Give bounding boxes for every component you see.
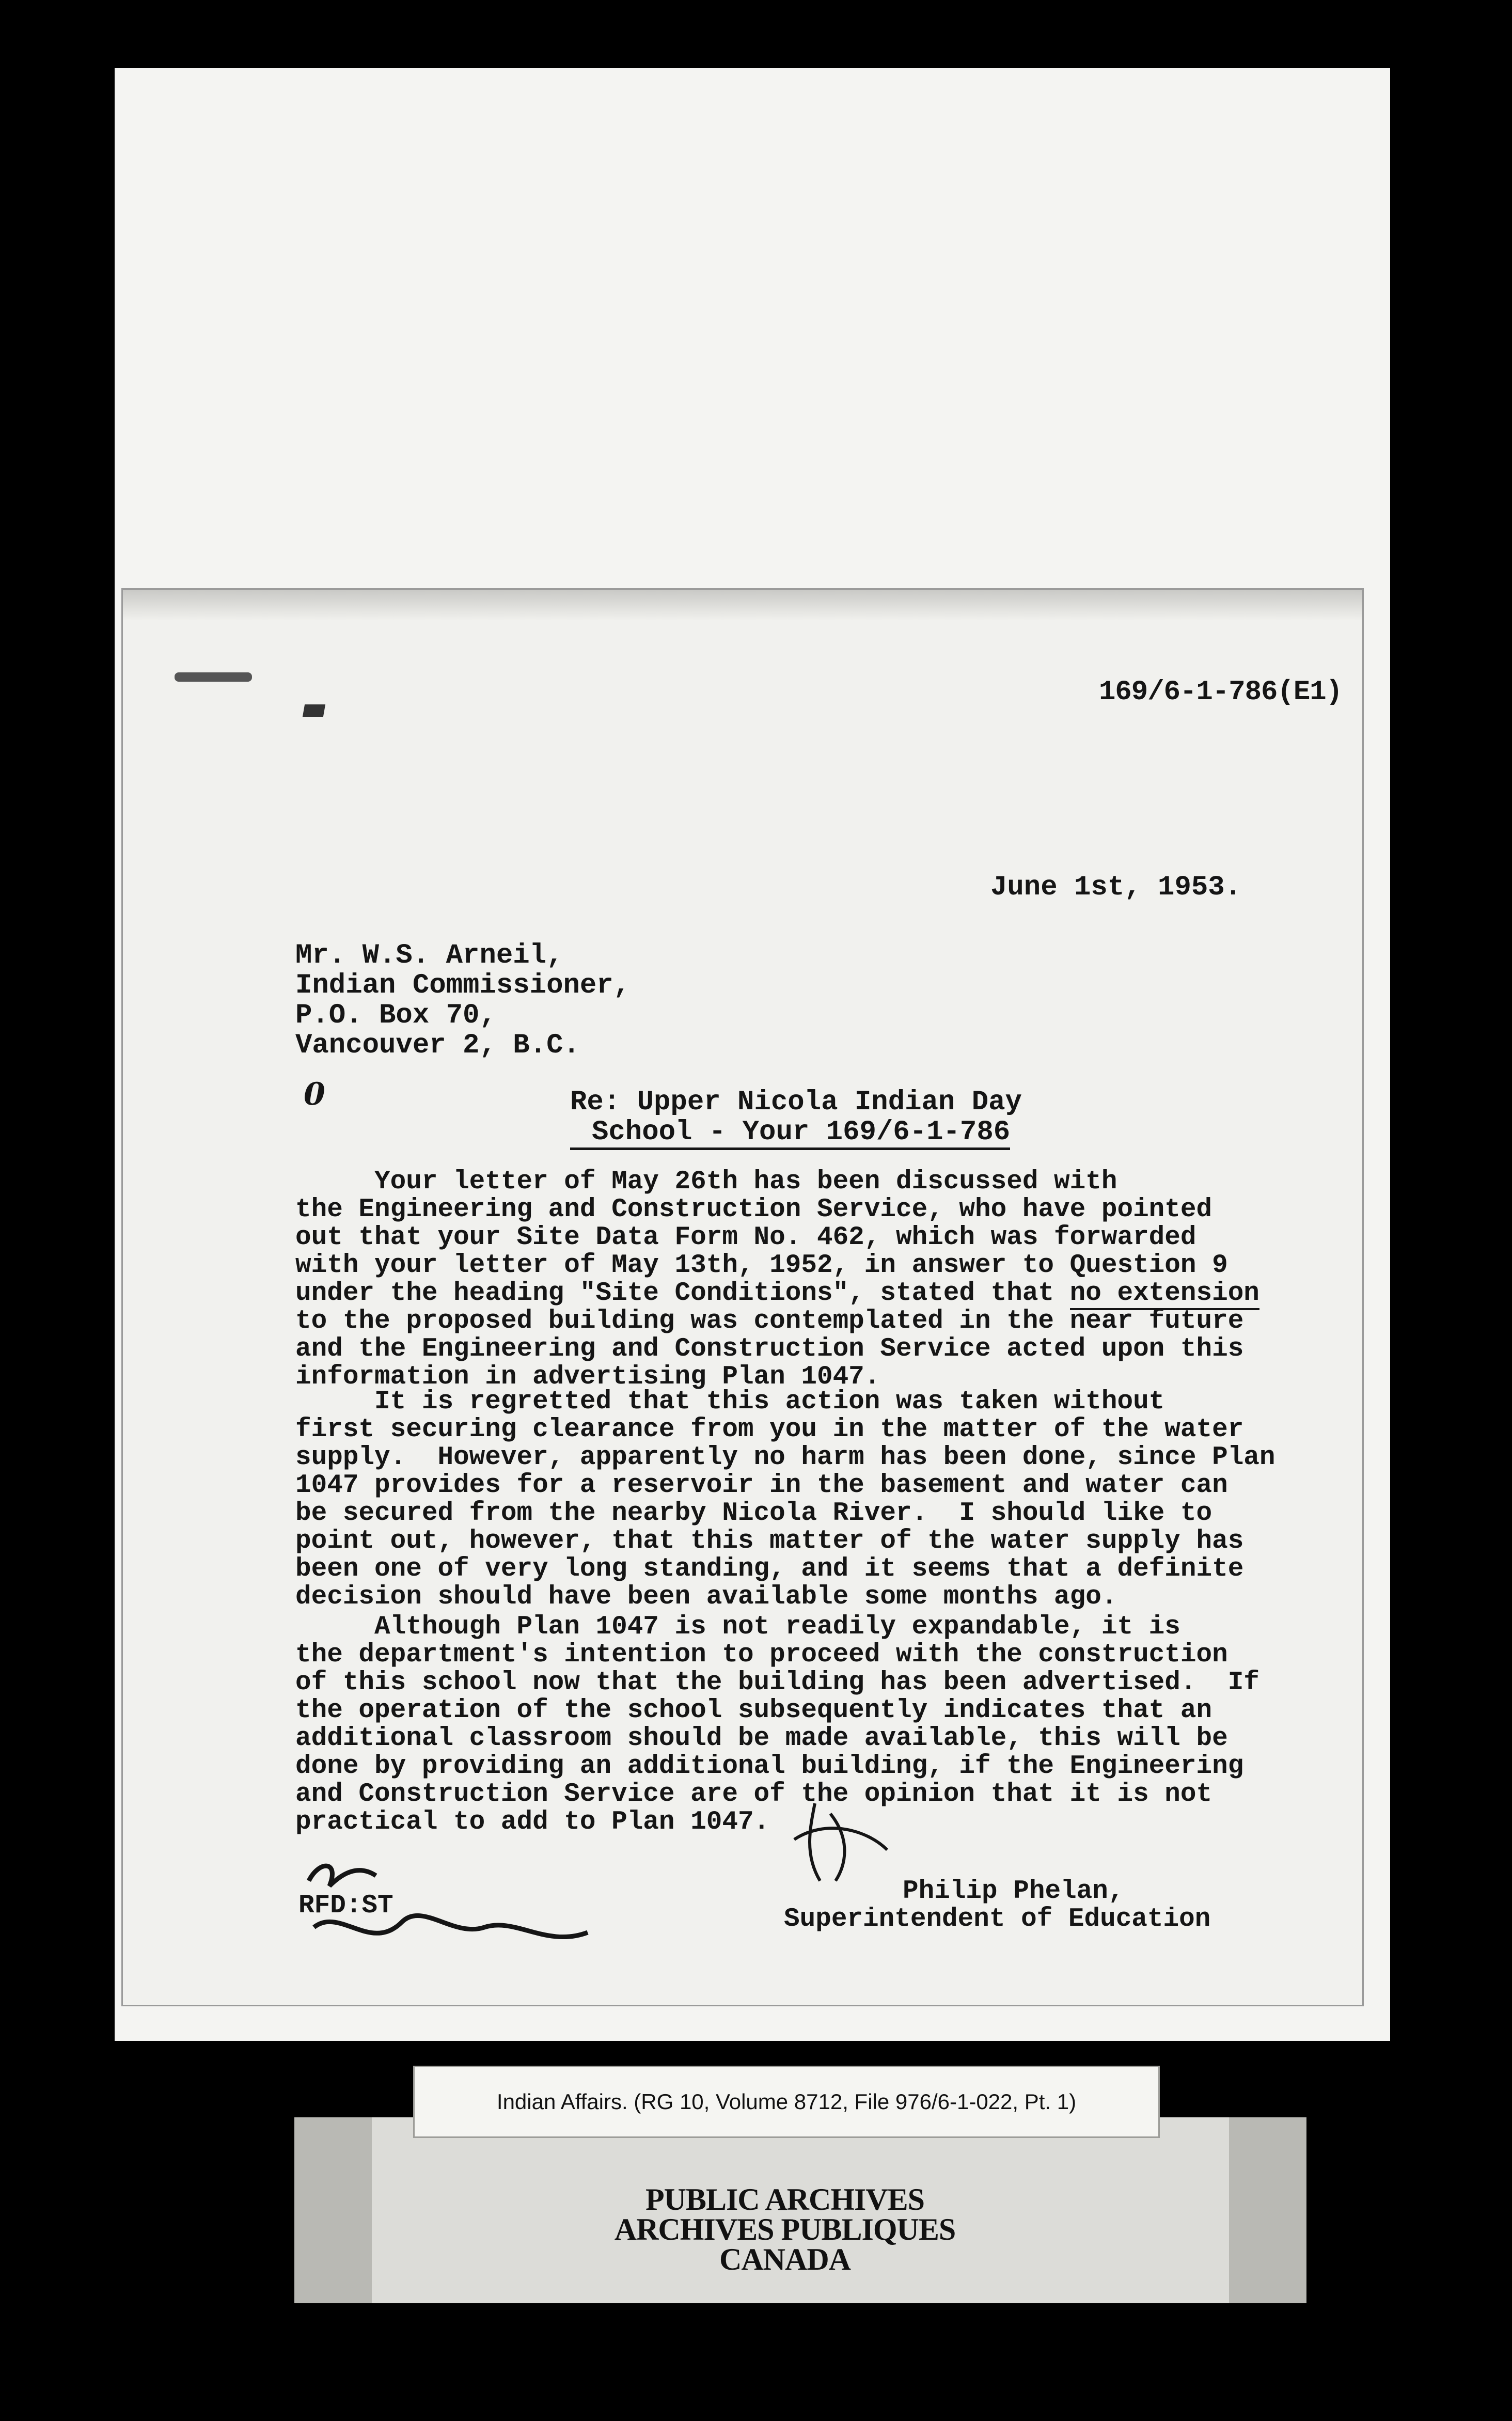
signature-scribble — [784, 1798, 897, 1886]
paragraph-line: to the proposed building was contemplated in the near future — [295, 1307, 1244, 1336]
paragraph-line: done by providing an additional building, if the Engineering — [295, 1752, 1244, 1781]
archive-stamp-line: CANADA — [719, 2242, 850, 2276]
letter-page — [123, 590, 1362, 2005]
paragraph-line: additional classroom should be made available, this will be — [295, 1724, 1228, 1753]
paragraph-line: It is regretted that this action was taken without — [295, 1387, 1165, 1417]
paragraph-line: Although Plan 1047 is not readily expandable, it is — [295, 1612, 1180, 1642]
paragraph-line: and Construction Service are of the opinion that it is not — [295, 1780, 1212, 1809]
paragraph-line: decision should have been available some months ago. — [295, 1582, 1117, 1612]
paragraph-text: under the heading "Site Conditions", stated that — [295, 1279, 1070, 1308]
address-line: Indian Commissioner, — [295, 970, 631, 1001]
paragraph-line: first securing clearance from you in the matter of the water — [295, 1415, 1244, 1444]
paragraph-line: information in advertising Plan 1047. — [295, 1362, 880, 1392]
typist-initials: RFD:ST — [298, 1891, 393, 1921]
paragraph-line: practical to add to Plan 1047. — [295, 1807, 770, 1837]
paragraph-line: been one of very long standing, and it seems that a definite — [295, 1554, 1244, 1584]
subject-line-2: School - Your 169/6-1-786 — [570, 1118, 1010, 1150]
paragraph-line: the operation of the school subsequently indicates that an — [295, 1696, 1212, 1725]
signatory-name: Philip Phelan, — [903, 1877, 1124, 1906]
subject-line-1: Re: Upper Nicola Indian Day — [570, 1087, 1022, 1118]
page-edge-shadow — [123, 590, 1362, 621]
signature-block — [784, 1878, 1210, 1933]
mount-side-left — [294, 2117, 372, 2303]
address-line: Mr. W.S. Arneil, — [295, 940, 563, 971]
paragraph-line: supply. However, apparently no harm has been done, since Plan — [295, 1443, 1275, 1472]
paragraph-line: with your letter of May 13th, 1952, in answer to Question 9 — [295, 1251, 1228, 1280]
paragraph-line — [295, 1280, 1359, 1308]
paragraph-line: of this school now that the building has been advertised. If — [295, 1668, 1259, 1697]
paragraph-2 — [295, 1388, 1359, 1611]
handwritten-circle-mark: 0 — [304, 1076, 325, 1112]
paragraph-line: the Engineering and Construction Service, who have pointed — [295, 1195, 1212, 1224]
paragraph-line: the department's intention to proceed with the construction — [295, 1640, 1228, 1670]
paragraph-line: point out, however, that this matter of the water supply has — [295, 1527, 1244, 1556]
ink-smudge-mark — [303, 704, 325, 717]
paragraph-1 — [295, 1168, 1359, 1391]
corner-pencil-mark — [175, 672, 252, 682]
file-reference: 169/6-1-786(E1) — [1099, 677, 1343, 708]
paragraph-line: be secured from the nearby Nicola River. I should like to — [295, 1499, 1212, 1528]
paragraph-line: and the Engineering and Construction Service acted upon this — [295, 1334, 1244, 1364]
letter-date: June 1st, 1953. — [990, 872, 1242, 903]
mount-side-right — [1229, 2117, 1306, 2303]
archive-stamp-line: PUBLIC ARCHIVES — [645, 2182, 925, 2216]
paragraph-line: 1047 provides for a reservoir in the basement and water can — [295, 1471, 1228, 1500]
archive-reference-label: Indian Affairs. (RG 10, Volume 8712, File 976/6-1-022, Pt. 1) — [413, 2066, 1160, 2138]
archive-stamp — [460, 2184, 1110, 2274]
recipient-address — [295, 941, 630, 1061]
address-line: P.O. Box 70, — [295, 1000, 496, 1031]
subject-line — [570, 1088, 1022, 1150]
archive-stamp-line: ARCHIVES PUBLIQUES — [614, 2212, 956, 2246]
address-line: Vancouver 2, B.C. — [295, 1030, 580, 1061]
paragraph-line: out that your Site Data Form No. 462, which was forwarded — [295, 1223, 1196, 1252]
signatory-title: Superintendent of Education — [784, 1905, 1211, 1934]
signature-stroke — [794, 1803, 887, 1881]
underlined-phrase: no extension — [1070, 1279, 1259, 1310]
paragraph-line: Your letter of May 26th has been discussed with — [295, 1167, 1117, 1197]
